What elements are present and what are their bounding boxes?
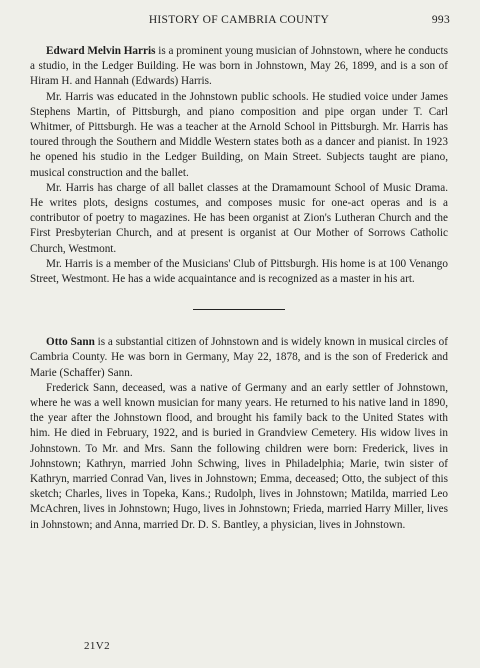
- section-divider: [193, 309, 285, 310]
- bio-edward-melvin-harris: [30, 44, 448, 287]
- bio-paragraph: Mr. Harris has charge of all ballet classes at the Dramamount School of Music Drama. He writes plots, designs costumes, and composes music for one-act operas and is a contributor of poetry to magazines. He has been organist at Zion's Lutheran Church and the First Presbyterian Church, and at present is organist at Our Mother of Sorrows Catholic Church, Westmont.: [30, 181, 448, 255]
- bio-lead-text: is a substantial citizen of Johnstown and is widely known in musical circles of Cambria County. He was born in Germany, May 22, 1878, and is the son of Frederick and Marie (Schaffer) Sann.: [30, 336, 448, 379]
- bio-subject-name: Otto Sann: [46, 336, 95, 349]
- bio-lead-text: is a prominent young musician of Johnstown, where he conducts a studio, in the Ledger Building. He was born in Johnstown, May 26, 1899, and is a son of Hiram H. and Hannah (Edwards) Harris.: [30, 45, 448, 88]
- page-number: 993: [431, 14, 450, 26]
- bio-paragraph: Mr. Harris is a member of the Musicians' Club of Pittsburgh. His home is at 100 Venango Street, Westmont. He has a wide acquaintance and is recognized as a master in his art.: [30, 257, 448, 286]
- bio-paragraph: Frederick Sann, deceased, was a native of Germany and an early settler of Johnstown, where he was a well known musician for many years. He returned to his native land in 1890, the year after the Johnstown flood, and brought his family back to the United States with him. He died in February, 1922, and is buried in Grandview Cemetery. His widow lives in Johnstown. To Mr. and Mrs. Sann the following children were born: Frederick, lives in Johnstown; Kathryn, married John Schwing, lives in Philadelphia; Marie, twin sister of Kathryn, married Conrad Van, lives in Johnstown; Emma, deceased; Otto, the subject of this sketch; Charles, lives in Topeka, Kans.; Rudolph, lives in Johnstown; Matilda, married Leo McAchren, lives in Johnstown; Hugo, lives in Johnstown; Frieda, married Harry Miller, lives in Johnstown; and Anna, married Dr. D. S. Bantley, a physician, lives in Johnstown.: [30, 381, 448, 531]
- bio-otto-sann: [30, 335, 448, 533]
- book-page: [30, 12, 448, 533]
- printer-signature: 21V2: [84, 640, 111, 652]
- bio-paragraph: [30, 335, 448, 381]
- bio-subject-name: Edward Melvin Harris: [46, 45, 156, 57]
- running-head: [30, 12, 448, 32]
- running-title: HISTORY OF CAMBRIA COUNTY: [148, 14, 330, 26]
- bio-paragraph: Mr. Harris was educated in the Johnstown public schools. He studied voice under James Stephens Martin, of Pittsburgh, and piano composition and pipe organ under T. Carl Whitmer, of Pittsburgh. He was a teacher at the Arnold School in Pittsburgh. Mr. Harris has toured through the Southern and Middle Western states both as a dancer and pianist. In 1923 he opened his studio in the Ledger Building, on Main Street. Subjects taught are piano, musical construction and the ballet.: [30, 90, 448, 179]
- bio-paragraph: [30, 44, 448, 90]
